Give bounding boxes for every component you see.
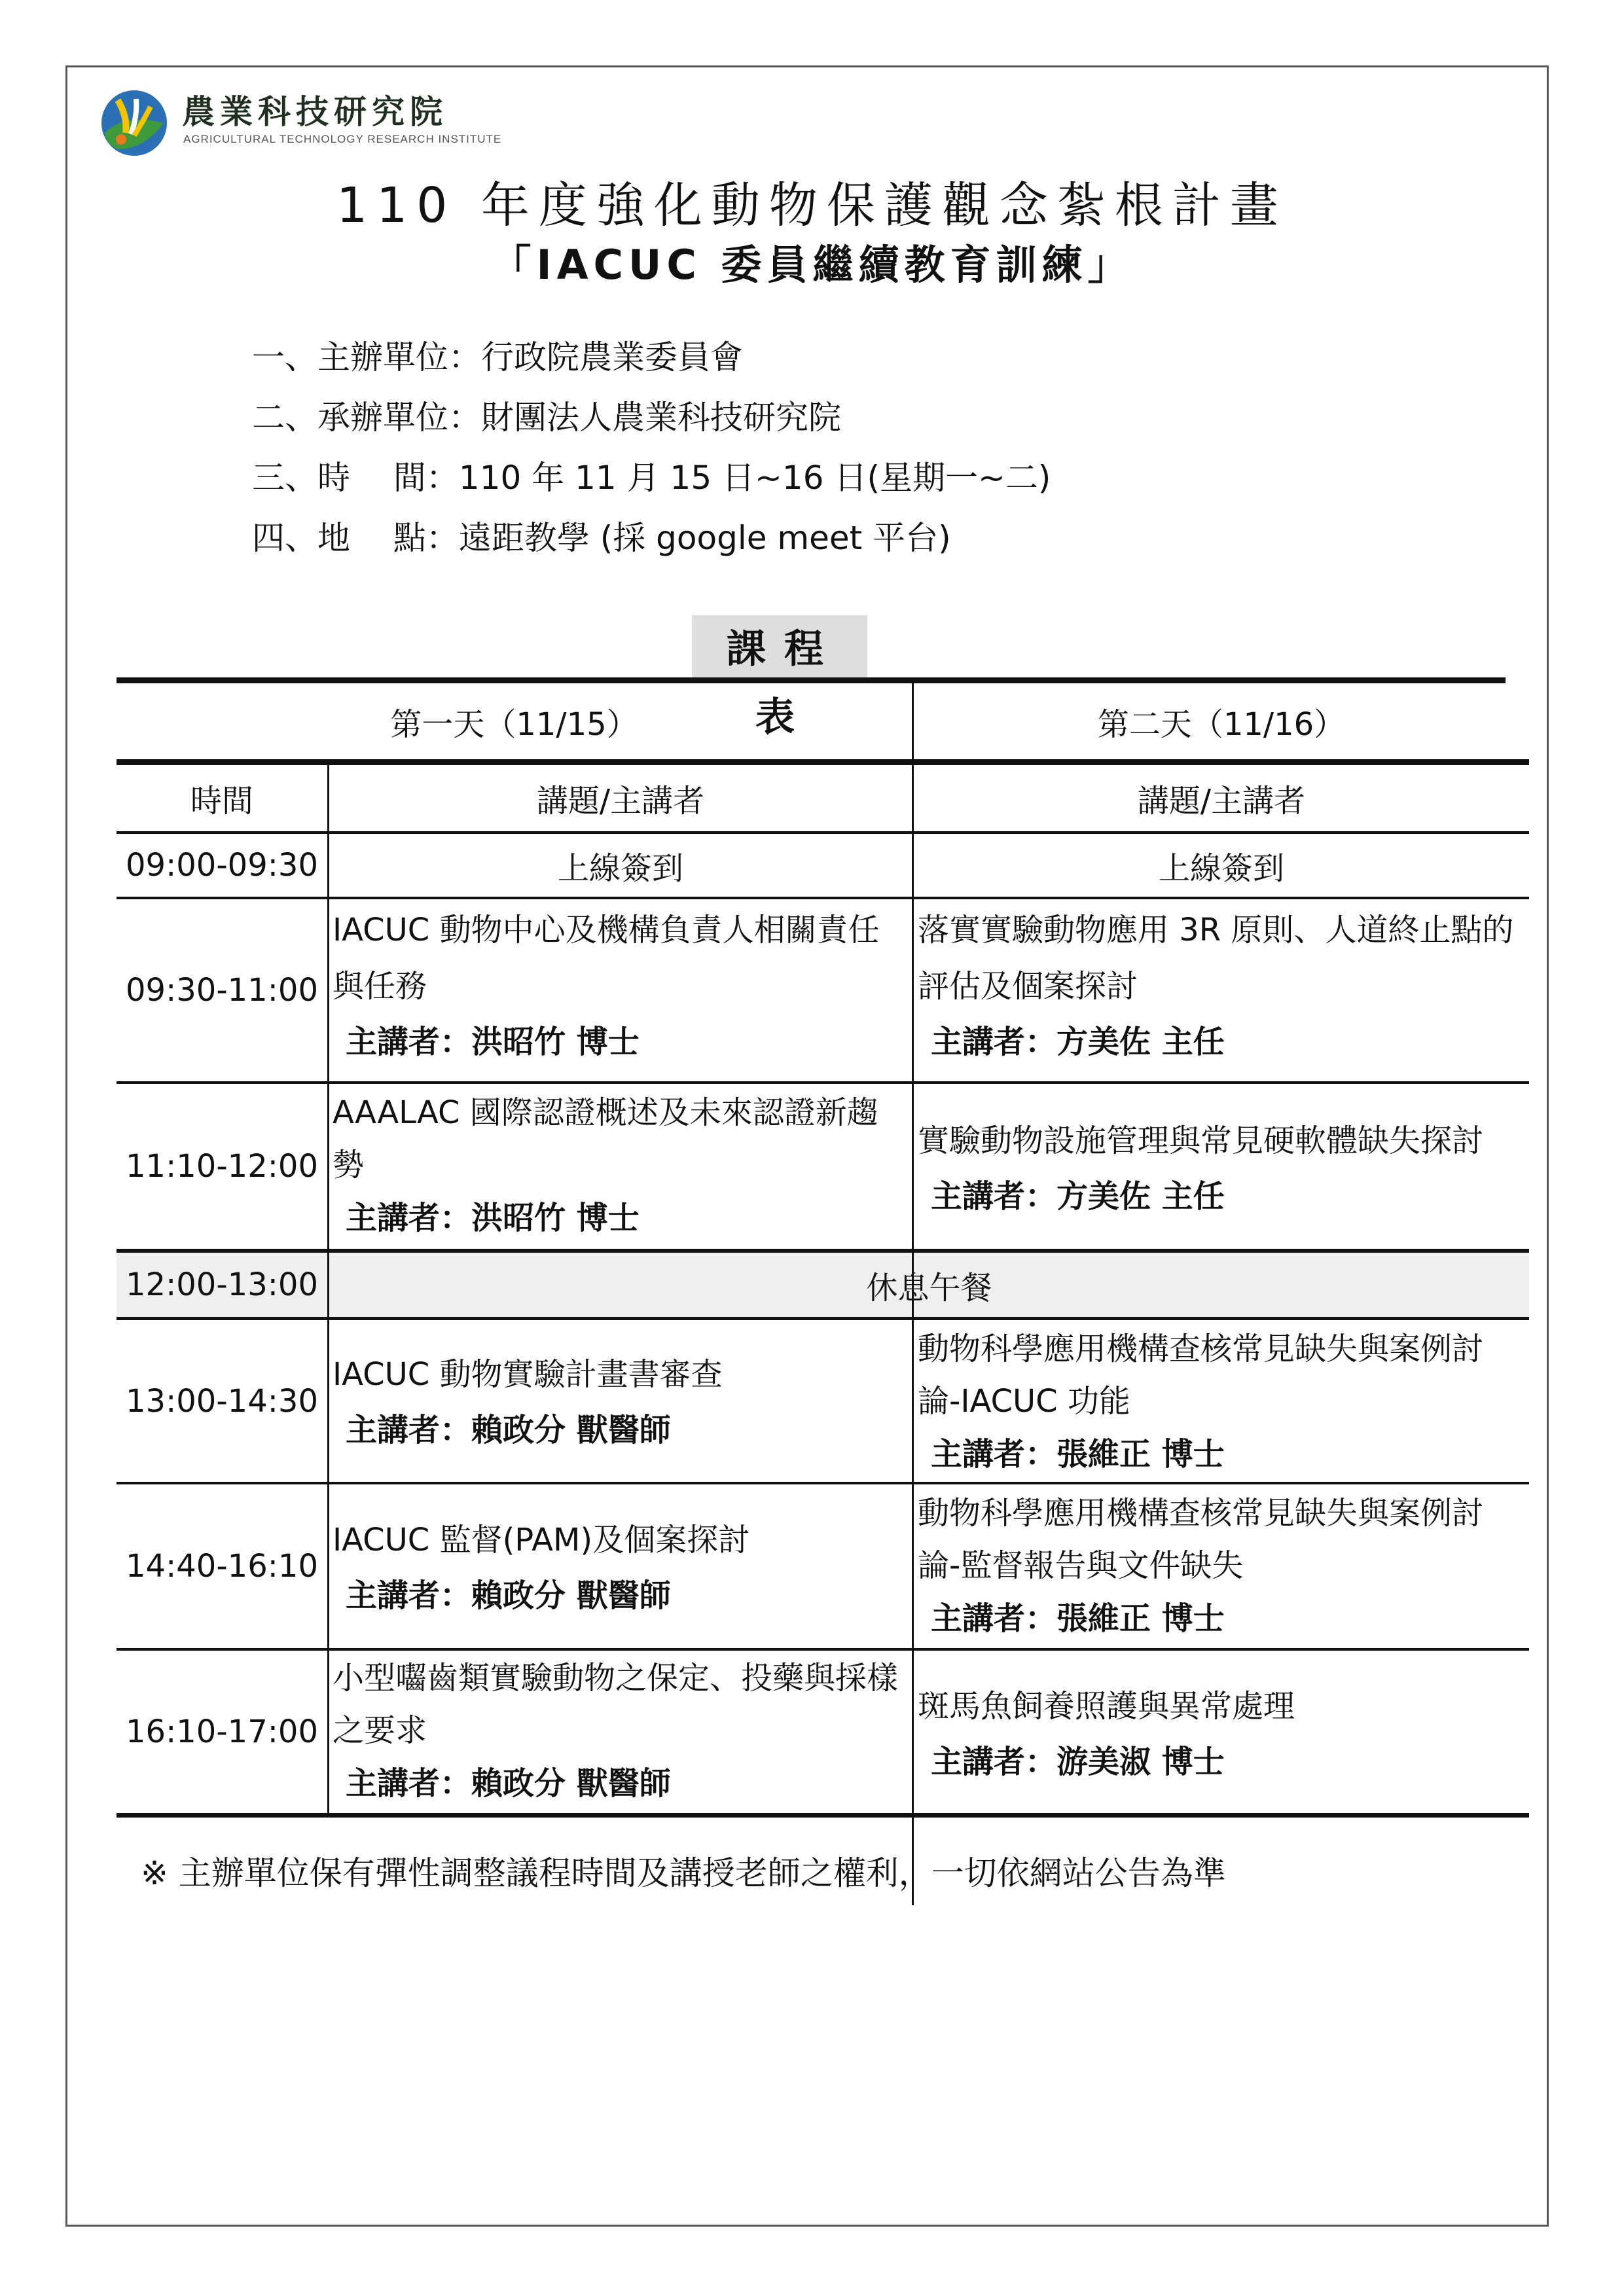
topic-title: 斑馬魚飼養照護與異常處理 [918,1688,1295,1725]
column-header-day1-topic: 講題/主講者 [536,783,705,819]
time-cell: 11:10-12:00 [126,1148,318,1185]
document-title: 110 年度強化動物保護觀念紮根計畫 [336,177,1288,234]
day2-topic-cell [918,1113,1483,1224]
day1-topic-cell [333,1346,723,1458]
topic-title: IACUC 動物實驗計畫書審查 [333,1356,723,1393]
time-cell: 09:00-09:30 [126,847,318,884]
speaker: 主講者：賴政分 獸醫師 [346,1765,671,1802]
day2-topic-cell: 上線簽到 [1158,850,1284,887]
schedule-title: 課程表 [692,615,867,683]
column-divider [912,1320,914,1813]
info-date: 三、時 間：110 年 11 月 15 日~16 日(星期一~二) [252,459,1051,497]
topic-title: 小型囓齒類實驗動物之保定、投藥與採樣 [333,1660,899,1696]
topic-title: IACUC 動物中心及機構負責人相關責任 [333,912,880,948]
day2-topic-cell [918,902,1513,1069]
speaker: 主講者：游美淑 博士 [931,1744,1225,1780]
day2-topic-cell [918,1487,1483,1645]
topic-title: 與任務 [333,968,427,1005]
event-info-list [252,327,1051,568]
topic-title: 評估及個案探討 [918,968,1138,1005]
topic-title: AAALAC 國際認證概述及未來認證新趨 [333,1094,878,1131]
table-top-rule [117,677,1506,683]
day2-header: 第二天（11/16） [1097,706,1346,743]
topic-title: 論-IACUC 功能 [918,1383,1130,1420]
speaker: 主講者：方美佐 主任 [931,1178,1225,1215]
institute-logo [98,82,517,160]
day1-topic-cell [333,1086,878,1245]
speaker: 主講者：賴政分 獸醫師 [346,1577,671,1614]
day1-topic-cell: 上線簽到 [557,850,683,887]
topic-title: 論-監督報告與文件缺失 [918,1547,1244,1584]
info-organizer: 一、主辦單位：行政院農業委員會 [252,338,743,376]
table-bottom-rule [117,1813,1529,1818]
document-subtitle: 「IACUC 委員繼續教育訓練」 [490,241,1134,289]
time-cell: 12:00-13:00 [126,1266,318,1303]
institute-name-cn: 農業科技研究院 [182,92,448,131]
speaker: 主講者：張維正 博士 [931,1436,1225,1473]
topic-title: IACUC 監督(PAM)及個案探討 [333,1522,750,1558]
day1-topic-cell [333,1512,749,1623]
time-cell: 14:40-16:10 [126,1548,318,1585]
speaker: 主講者：洪昭竹 博士 [346,1024,640,1060]
topic-title: 實驗動物設施管理與常見硬軟體缺失探討 [918,1122,1484,1159]
topic-title: 之要求 [333,1712,427,1749]
day2-topic-cell [918,1323,1483,1481]
speaker: 主講者：洪昭竹 博士 [346,1200,640,1236]
day2-topic-cell [918,1678,1295,1789]
time-cell: 09:30-11:00 [126,972,318,1009]
topic-title: 落實實驗動物應用 3R 原則、人道終止點的 [918,912,1514,948]
speaker: 主講者：賴政分 獸醫師 [346,1412,671,1448]
speaker: 主講者：張維正 博士 [931,1600,1225,1637]
institute-name-en: AGRICULTURAL TECHNOLOGY RESEARCH INSTITUTE [183,133,502,145]
column-header-day2-topic: 講題/主講者 [1137,783,1306,819]
info-executor: 二、承辦單位：財團法人農業科技研究院 [252,399,841,437]
time-cell: 16:10-17:00 [126,1713,318,1750]
topic-title: 動物科學應用機構查核常見缺失與案例討 [918,1495,1484,1532]
footnote: ※ 主辦單位保有彈性調整議程時間及講授老師之權利，一切依網站公告為準 [141,1854,1226,1892]
column-header-time: 時間 [190,783,253,819]
lunch-break-cell: 休息午餐 [866,1269,992,1306]
table-header-rule [117,759,1529,765]
day1-header: 第一天（11/15） [390,706,638,743]
speaker: 主講者：方美佐 主任 [931,1024,1225,1060]
topic-title: 動物科學應用機構查核常見缺失與案例討 [918,1331,1484,1367]
day1-topic-cell [333,1652,898,1810]
topic-title: 勢 [333,1147,365,1183]
day1-topic-cell [333,902,880,1069]
info-location: 四、地 點：遠距教學 (採 google meet 平台) [252,519,951,557]
leaf-logo-icon [98,87,170,159]
time-cell: 13:00-14:30 [126,1382,318,1420]
